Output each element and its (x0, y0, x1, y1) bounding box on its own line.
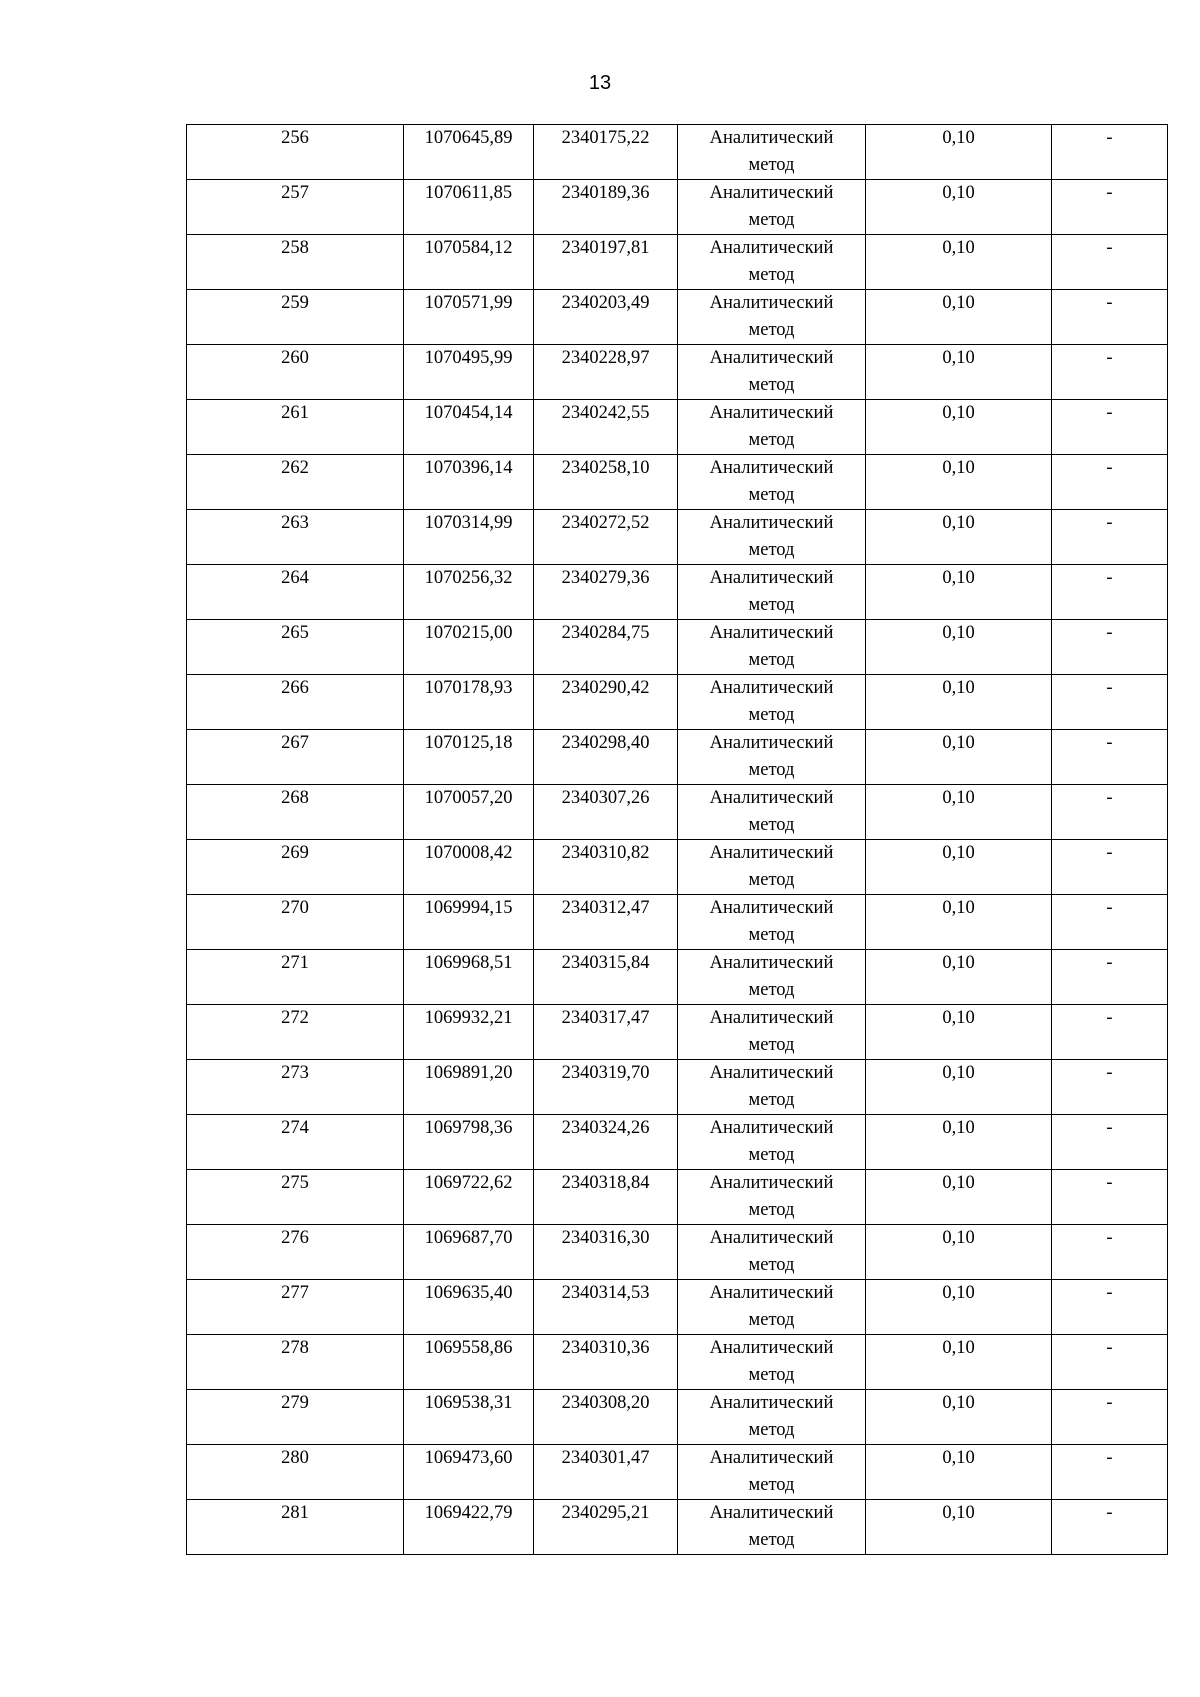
y-coordinate-cell: 2340315,84 (534, 950, 678, 1005)
x-coordinate-cell: 1070125,18 (404, 730, 534, 785)
point-number-cell: 277 (187, 1280, 404, 1335)
y-coordinate-cell: 2340310,36 (534, 1335, 678, 1390)
note-cell: - (1052, 675, 1168, 730)
x-coordinate-cell: 1070571,99 (404, 290, 534, 345)
accuracy-cell: 0,10 (866, 730, 1052, 785)
method-line-1: Аналитический (709, 1228, 834, 1248)
table-row (187, 345, 1168, 400)
note-cell: - (1052, 950, 1168, 1005)
table-row (187, 1005, 1168, 1060)
point-number-cell: 275 (187, 1170, 404, 1225)
method-cell (678, 785, 866, 840)
method-line-2: метод (748, 375, 795, 395)
method-line-2: метод (748, 430, 795, 450)
table-body (187, 125, 1168, 1555)
y-coordinate-cell: 2340317,47 (534, 1005, 678, 1060)
method-line-2: метод (748, 870, 795, 890)
method-cell (678, 125, 866, 180)
point-number-cell: 278 (187, 1335, 404, 1390)
method-cell (678, 455, 866, 510)
point-number-cell: 281 (187, 1500, 404, 1555)
accuracy-cell: 0,10 (866, 840, 1052, 895)
accuracy-cell: 0,10 (866, 125, 1052, 180)
point-number-cell: 261 (187, 400, 404, 455)
table-row (187, 895, 1168, 950)
x-coordinate-cell: 1070454,14 (404, 400, 534, 455)
y-coordinate-cell: 2340175,22 (534, 125, 678, 180)
method-cell (678, 1280, 866, 1335)
y-coordinate-cell: 2340316,30 (534, 1225, 678, 1280)
method-line-1: Аналитический (709, 1118, 834, 1138)
y-coordinate-cell: 2340284,75 (534, 620, 678, 675)
accuracy-cell: 0,10 (866, 1115, 1052, 1170)
method-cell (678, 840, 866, 895)
y-coordinate-cell: 2340324,26 (534, 1115, 678, 1170)
point-number-cell: 265 (187, 620, 404, 675)
method-line-2: метод (748, 1475, 795, 1495)
method-line-1: Аналитический (709, 953, 834, 973)
method-line-1: Аналитический (709, 403, 834, 423)
coordinates-table (186, 124, 1168, 1555)
y-coordinate-cell: 2340312,47 (534, 895, 678, 950)
method-line-1: Аналитический (709, 293, 834, 313)
method-cell (678, 510, 866, 565)
method-line-2: метод (748, 1090, 795, 1110)
method-line-2: метод (748, 650, 795, 670)
method-line-2: метод (748, 265, 795, 285)
method-line-1: Аналитический (709, 458, 834, 478)
note-cell: - (1052, 1335, 1168, 1390)
table-row (187, 1115, 1168, 1170)
note-cell: - (1052, 1280, 1168, 1335)
accuracy-cell: 0,10 (866, 1500, 1052, 1555)
note-cell: - (1052, 1390, 1168, 1445)
accuracy-cell: 0,10 (866, 400, 1052, 455)
method-cell (678, 1335, 866, 1390)
x-coordinate-cell: 1069538,31 (404, 1390, 534, 1445)
note-cell: - (1052, 840, 1168, 895)
y-coordinate-cell: 2340197,81 (534, 235, 678, 290)
method-cell (678, 180, 866, 235)
point-number-cell: 272 (187, 1005, 404, 1060)
method-line-2: метод (748, 705, 795, 725)
note-cell: - (1052, 565, 1168, 620)
note-cell: - (1052, 400, 1168, 455)
accuracy-cell: 0,10 (866, 620, 1052, 675)
accuracy-cell: 0,10 (866, 950, 1052, 1005)
x-coordinate-cell: 1069635,40 (404, 1280, 534, 1335)
y-coordinate-cell: 2340228,97 (534, 345, 678, 400)
x-coordinate-cell: 1070256,32 (404, 565, 534, 620)
accuracy-cell: 0,10 (866, 565, 1052, 620)
point-number-cell: 268 (187, 785, 404, 840)
table-row (187, 1390, 1168, 1445)
method-line-2: метод (748, 540, 795, 560)
method-cell (678, 400, 866, 455)
y-coordinate-cell: 2340308,20 (534, 1390, 678, 1445)
table-row (187, 455, 1168, 510)
page-number: 13 (588, 72, 612, 94)
x-coordinate-cell: 1069422,79 (404, 1500, 534, 1555)
x-coordinate-cell: 1069687,70 (404, 1225, 534, 1280)
table-row (187, 785, 1168, 840)
note-cell: - (1052, 290, 1168, 345)
x-coordinate-cell: 1070178,93 (404, 675, 534, 730)
table-row (187, 565, 1168, 620)
method-line-1: Аналитический (709, 898, 834, 918)
point-number-cell: 270 (187, 895, 404, 950)
table-row (187, 1335, 1168, 1390)
note-cell: - (1052, 180, 1168, 235)
x-coordinate-cell: 1069891,20 (404, 1060, 534, 1115)
method-line-1: Аналитический (709, 1393, 834, 1413)
note-cell: - (1052, 510, 1168, 565)
accuracy-cell: 0,10 (866, 675, 1052, 730)
accuracy-cell: 0,10 (866, 180, 1052, 235)
method-cell (678, 675, 866, 730)
method-cell (678, 730, 866, 785)
y-coordinate-cell: 2340279,36 (534, 565, 678, 620)
method-cell (678, 565, 866, 620)
method-cell (678, 1445, 866, 1500)
method-cell (678, 950, 866, 1005)
y-coordinate-cell: 2340189,36 (534, 180, 678, 235)
x-coordinate-cell: 1070584,12 (404, 235, 534, 290)
x-coordinate-cell: 1069558,86 (404, 1335, 534, 1390)
point-number-cell: 273 (187, 1060, 404, 1115)
x-coordinate-cell: 1070396,14 (404, 455, 534, 510)
accuracy-cell: 0,10 (866, 290, 1052, 345)
y-coordinate-cell: 2340272,52 (534, 510, 678, 565)
method-cell (678, 1060, 866, 1115)
method-cell (678, 1170, 866, 1225)
method-line-2: метод (748, 485, 795, 505)
method-cell (678, 620, 866, 675)
method-line-1: Аналитический (709, 348, 834, 368)
accuracy-cell: 0,10 (866, 1005, 1052, 1060)
method-line-1: Аналитический (709, 678, 834, 698)
method-line-2: метод (748, 1310, 795, 1330)
point-number-cell: 266 (187, 675, 404, 730)
note-cell: - (1052, 125, 1168, 180)
point-number-cell: 258 (187, 235, 404, 290)
method-cell (678, 290, 866, 345)
accuracy-cell: 0,10 (866, 1060, 1052, 1115)
method-line-1: Аналитический (709, 733, 834, 753)
x-coordinate-cell: 1070611,85 (404, 180, 534, 235)
x-coordinate-cell: 1069798,36 (404, 1115, 534, 1170)
method-line-2: метод (748, 595, 795, 615)
y-coordinate-cell: 2340310,82 (534, 840, 678, 895)
x-coordinate-cell: 1070008,42 (404, 840, 534, 895)
method-cell (678, 895, 866, 950)
point-number-cell: 264 (187, 565, 404, 620)
y-coordinate-cell: 2340298,40 (534, 730, 678, 785)
table-row (187, 235, 1168, 290)
point-number-cell: 276 (187, 1225, 404, 1280)
method-line-2: метод (748, 760, 795, 780)
method-line-1: Аналитический (709, 1008, 834, 1028)
method-cell (678, 1115, 866, 1170)
point-number-cell: 263 (187, 510, 404, 565)
note-cell: - (1052, 620, 1168, 675)
method-line-1: Аналитический (709, 183, 834, 203)
accuracy-cell: 0,10 (866, 345, 1052, 400)
method-line-1: Аналитический (709, 513, 834, 533)
note-cell: - (1052, 730, 1168, 785)
table-row (187, 1445, 1168, 1500)
y-coordinate-cell: 2340258,10 (534, 455, 678, 510)
note-cell: - (1052, 1115, 1168, 1170)
table-row (187, 125, 1168, 180)
y-coordinate-cell: 2340290,42 (534, 675, 678, 730)
x-coordinate-cell: 1070645,89 (404, 125, 534, 180)
accuracy-cell: 0,10 (866, 455, 1052, 510)
point-number-cell: 280 (187, 1445, 404, 1500)
y-coordinate-cell: 2340307,26 (534, 785, 678, 840)
method-line-2: метод (748, 815, 795, 835)
y-coordinate-cell: 2340242,55 (534, 400, 678, 455)
note-cell: - (1052, 1500, 1168, 1555)
y-coordinate-cell: 2340314,53 (534, 1280, 678, 1335)
note-cell: - (1052, 1060, 1168, 1115)
method-line-1: Аналитический (709, 128, 834, 148)
method-line-1: Аналитический (709, 623, 834, 643)
table-row (187, 290, 1168, 345)
note-cell: - (1052, 345, 1168, 400)
method-line-2: метод (748, 925, 795, 945)
point-number-cell: 259 (187, 290, 404, 345)
table-row (187, 1060, 1168, 1115)
table-row (187, 400, 1168, 455)
table-row (187, 1170, 1168, 1225)
table-row (187, 510, 1168, 565)
accuracy-cell: 0,10 (866, 785, 1052, 840)
accuracy-cell: 0,10 (866, 1170, 1052, 1225)
method-line-2: метод (748, 210, 795, 230)
accuracy-cell: 0,10 (866, 895, 1052, 950)
method-line-2: метод (748, 1145, 795, 1165)
method-line-1: Аналитический (709, 1063, 834, 1083)
note-cell: - (1052, 235, 1168, 290)
method-line-2: метод (748, 1035, 795, 1055)
method-cell (678, 1225, 866, 1280)
note-cell: - (1052, 1445, 1168, 1500)
x-coordinate-cell: 1070495,99 (404, 345, 534, 400)
point-number-cell: 257 (187, 180, 404, 235)
table-row (187, 620, 1168, 675)
method-cell (678, 1390, 866, 1445)
method-line-1: Аналитический (709, 238, 834, 258)
note-cell: - (1052, 1225, 1168, 1280)
method-line-1: Аналитический (709, 788, 834, 808)
x-coordinate-cell: 1069473,60 (404, 1445, 534, 1500)
accuracy-cell: 0,10 (866, 1280, 1052, 1335)
note-cell: - (1052, 895, 1168, 950)
method-line-1: Аналитический (709, 568, 834, 588)
point-number-cell: 269 (187, 840, 404, 895)
method-cell (678, 1500, 866, 1555)
x-coordinate-cell: 1070215,00 (404, 620, 534, 675)
accuracy-cell: 0,10 (866, 1390, 1052, 1445)
method-line-1: Аналитический (709, 843, 834, 863)
table-row (187, 1280, 1168, 1335)
method-line-2: метод (748, 1420, 795, 1440)
table-row (187, 730, 1168, 785)
table-row (187, 1225, 1168, 1280)
table-row (187, 840, 1168, 895)
note-cell: - (1052, 785, 1168, 840)
method-line-2: метод (748, 320, 795, 340)
accuracy-cell: 0,10 (866, 510, 1052, 565)
table-row (187, 1500, 1168, 1555)
method-line-1: Аналитический (709, 1283, 834, 1303)
x-coordinate-cell: 1069932,21 (404, 1005, 534, 1060)
method-cell (678, 235, 866, 290)
y-coordinate-cell: 2340318,84 (534, 1170, 678, 1225)
method-line-1: Аналитический (709, 1448, 834, 1468)
accuracy-cell: 0,10 (866, 1225, 1052, 1280)
method-line-1: Аналитический (709, 1338, 834, 1358)
method-line-2: метод (748, 155, 795, 175)
method-line-2: метод (748, 1365, 795, 1385)
y-coordinate-cell: 2340319,70 (534, 1060, 678, 1115)
table-row (187, 180, 1168, 235)
accuracy-cell: 0,10 (866, 1335, 1052, 1390)
method-line-1: Аналитический (709, 1503, 834, 1523)
table-row (187, 950, 1168, 1005)
method-line-2: метод (748, 980, 795, 1000)
point-number-cell: 262 (187, 455, 404, 510)
x-coordinate-cell: 1069968,51 (404, 950, 534, 1005)
x-coordinate-cell: 1069994,15 (404, 895, 534, 950)
x-coordinate-cell: 1070314,99 (404, 510, 534, 565)
note-cell: - (1052, 455, 1168, 510)
point-number-cell: 260 (187, 345, 404, 400)
accuracy-cell: 0,10 (866, 235, 1052, 290)
method-line-2: метод (748, 1530, 795, 1550)
note-cell: - (1052, 1170, 1168, 1225)
method-line-1: Аналитический (709, 1173, 834, 1193)
method-line-2: метод (748, 1200, 795, 1220)
note-cell: - (1052, 1005, 1168, 1060)
point-number-cell: 267 (187, 730, 404, 785)
table-row (187, 675, 1168, 730)
y-coordinate-cell: 2340295,21 (534, 1500, 678, 1555)
point-number-cell: 279 (187, 1390, 404, 1445)
x-coordinate-cell: 1070057,20 (404, 785, 534, 840)
method-cell (678, 1005, 866, 1060)
method-line-2: метод (748, 1255, 795, 1275)
y-coordinate-cell: 2340203,49 (534, 290, 678, 345)
method-cell (678, 345, 866, 400)
x-coordinate-cell: 1069722,62 (404, 1170, 534, 1225)
y-coordinate-cell: 2340301,47 (534, 1445, 678, 1500)
point-number-cell: 274 (187, 1115, 404, 1170)
point-number-cell: 271 (187, 950, 404, 1005)
point-number-cell: 256 (187, 125, 404, 180)
accuracy-cell: 0,10 (866, 1445, 1052, 1500)
